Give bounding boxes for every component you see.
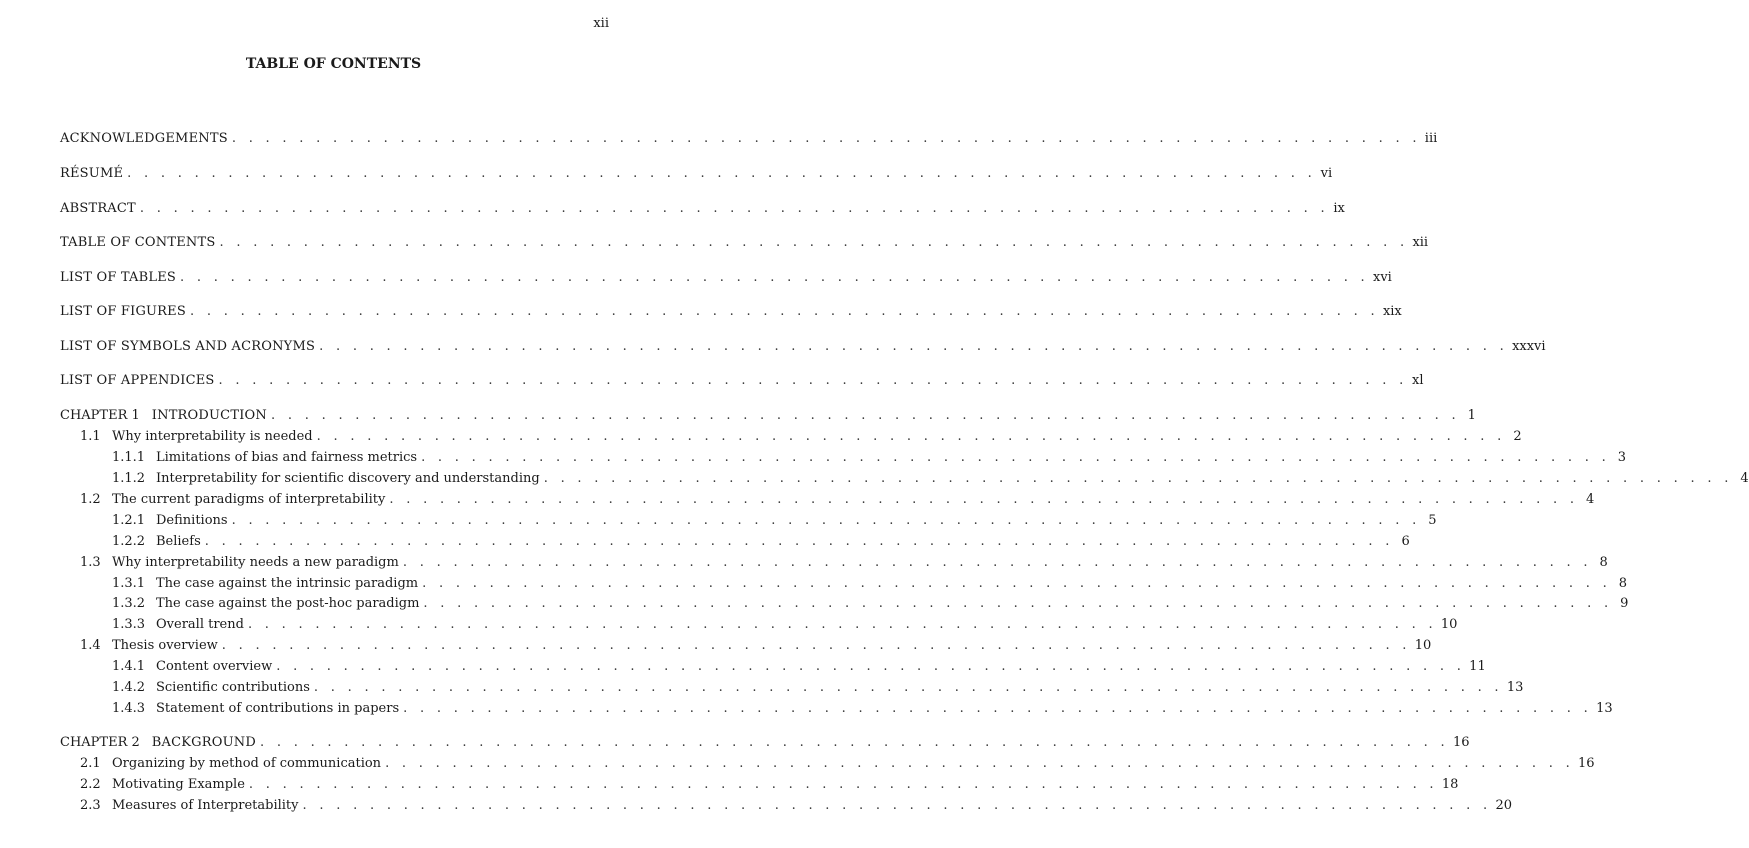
subsection-number: 1.3.3 (112, 617, 146, 632)
subsection-number: 1.4.1 (112, 659, 146, 674)
toc-section[interactable] (80, 638, 1432, 658)
dot-leader: . . . . . . . . . . . . . . . . . . . . . . . . . . . . . . . . . . . . . . . . . . . . . . . . . . . . . . . . . . . . . . . . . . . . . . . (231, 513, 1421, 528)
toc-entry-text: LIST OF APPENDICES (60, 373, 215, 388)
toc-entry-page: 16 (1452, 735, 1470, 750)
subsection-title: The case against the post-hoc paradigm (156, 596, 420, 611)
dot-leader: . . . . . . . . . . . . . . . . . . . . . . . . . . . . . . . . . . . . . . . . . . . . . . . . . . . . . . . . . . . . . . . . . . . . . . . (180, 270, 1369, 285)
toc-entry-table-of-contents[interactable] (60, 235, 1429, 255)
dot-leader: . . . . . . . . . . . . . . . . . . . . . . . . . . . . . . . . . . . . . . . . . . . . . . . . . . . . . . . . . . . . . . . . . . . . . . . (543, 471, 1733, 486)
dot-leader: . . . . . . . . . . . . . . . . . . . . . . . . . . . . . . . . . . . . . . . . . . . . . . . . . . . . . . . . . . . . . . . . . . . . . . . (247, 617, 1437, 632)
subsection-title: Interpretability for scientific discovery and understanding (156, 471, 540, 486)
toc-entry-list-of-tables[interactable] (60, 270, 1392, 290)
dot-leader: . . . . . . . . . . . . . . . . . . . . . . . . . . . . . . . . . . . . . . . . . . . . . . . . . . . . . . . . . . . . . . . . . . . . . . . (219, 235, 1409, 250)
toc-entry-page: xvi (1373, 270, 1392, 285)
dot-leader: . . . . . . . . . . . . . . . . . . . . . . . . . . . . . . . . . . . . . . . . . . . . . . . . . . . . . . . . . . . . . . . . . . . . . . . (221, 638, 1411, 653)
toc-entry-page: 5 (1428, 513, 1437, 528)
dot-leader: . . . . . . . . . . . . . . . . . . . . . . . . . . . . . . . . . . . . . . . . . . . . . . . . . . . . . . . . . . . . . . . . . . . . . . . (302, 798, 1492, 813)
subsection-number: 1.1.2 (112, 471, 146, 486)
toc-entry-text: ACKNOWLEDGEMENTS (60, 131, 228, 146)
dot-leader: . . . . . . . . . . . . . . . . . . . . . . . . . . . . . . . . . . . . . . . . . . . . . . . . . . . . . . . . . . . . . . . . . . . . . . . (139, 201, 1329, 216)
subsection-title: Content overview (156, 659, 273, 674)
subsection-number: 1.3.2 (112, 596, 146, 611)
dot-leader: . . . . . . . . . . . . . . . . . . . . . . . . . . . . . . . . . . . . . . . . . . . . . . . . . . . . . . . . . . . . . . . . . . . . . . . (313, 680, 1503, 695)
dot-leader: . . . . . . . . . . . . . . . . . . . . . . . . . . . . . . . . . . . . . . . . . . . . . . . . . . . . . . . . . . . . . . . . . . . . . . . (385, 756, 1575, 771)
dot-leader: . . . . . . . . . . . . . . . . . . . . . . . . . . . . . . . . . . . . . . . . . . . . . . . . . . . . . . . . . . . . . . . . . . . . . . . (403, 701, 1593, 716)
toc-section[interactable] (80, 756, 1595, 776)
page-title: TABLE OF CONTENTS (245, 56, 422, 72)
dot-leader: . . . . . . . . . . . . . . . . . . . . . . . . . . . . . . . . . . . . . . . . . . . . . . . . . . . . . . . . . . . . . . . . . . . . . . . (402, 555, 1592, 570)
toc-entry-list-of-symbols[interactable] (60, 339, 1546, 359)
dot-leader: . . . . . . . . . . . . . . . . . . . . . . . . . . . . . . . . . . . . . . . . . . . . . . . . . . . . . . . . . . . . . . . . . . . . . . . (231, 131, 1421, 146)
toc-entry-text: RÉSUMÉ (60, 166, 124, 181)
subsection-number: 1.4.3 (112, 701, 146, 716)
toc-entry-page: 10 (1440, 617, 1458, 632)
toc-entry-abstract[interactable] (60, 201, 1345, 221)
dot-leader: . . . . . . . . . . . . . . . . . . . . . . . . . . . . . . . . . . . . . . . . . . . . . . . . . . . . . . . . . . . . . . . . . . . . . . . (422, 576, 1612, 591)
toc-entry-page: 1 (1467, 408, 1476, 423)
dot-leader: . . . . . . . . . . . . . . . . . . . . . . . . . . . . . . . . . . . . . . . . . . . . . . . . . . . . . . . . . . . . . . . . . . . . . . . (204, 534, 1394, 549)
toc-entry-page: 18 (1441, 777, 1459, 792)
dot-leader: . . . . . . . . . . . . . . . . . . . . . . . . . . . . . . . . . . . . . . . . . . . . . . . . . . . . . . . . . . . . . . . . . . . . . . . (127, 166, 1317, 181)
toc-entry-page: xxxvi (1512, 339, 1546, 354)
subsection-number: 1.2.1 (112, 513, 146, 528)
subsection-title: Definitions (156, 513, 228, 528)
toc-subsection[interactable] (112, 513, 1437, 533)
toc-section[interactable] (80, 798, 1513, 818)
toc-chapter-2[interactable] (60, 735, 1470, 755)
toc-subsection[interactable] (112, 534, 1410, 554)
toc-entry-page: 4 (1586, 492, 1595, 507)
subsection-title: Scientific contributions (156, 680, 310, 695)
dot-leader: . . . . . . . . . . . . . . . . . . . . . . . . . . . . . . . . . . . . . . . . . . . . . . . . . . . . . . . . . . . . . . . . . . . . . . . (319, 339, 1509, 354)
toc-subsection[interactable] (112, 659, 1486, 679)
toc-entry-page: 20 (1495, 798, 1513, 813)
toc-subsection[interactable] (112, 680, 1524, 700)
section-number: 1.2 (80, 492, 101, 507)
section-number: 1.4 (80, 638, 101, 653)
toc-entry-page: 4 (1740, 471, 1749, 486)
toc-subsection[interactable] (112, 576, 1628, 596)
toc-entry-page: 8 (1599, 555, 1608, 570)
dot-leader: . . . . . . . . . . . . . . . . . . . . . . . . . . . . . . . . . . . . . . . . . . . . . . . . . . . . . . . . . . . . . . . . . . . . . . . (189, 304, 1379, 319)
subsection-number: 1.2.2 (112, 534, 146, 549)
subsection-number: 1.4.2 (112, 680, 146, 695)
toc-entry-list-of-appendices[interactable] (60, 373, 1424, 393)
toc-entry-page: xii (1412, 235, 1429, 250)
section-number: 1.1 (80, 429, 101, 444)
toc-entry-page: 9 (1620, 596, 1629, 611)
toc-entry-text: LIST OF FIGURES (60, 304, 186, 319)
page-number: xii (593, 16, 609, 31)
section-title: Why interpretability is needed (112, 429, 313, 444)
toc-subsection[interactable] (112, 596, 1629, 616)
toc-entry-page: vi (1320, 166, 1333, 181)
toc-entry-page: 2 (1513, 429, 1522, 444)
toc-subsection[interactable] (112, 701, 1613, 721)
toc-entry-page: xix (1382, 304, 1402, 319)
dot-leader: . . . . . . . . . . . . . . . . . . . . . . . . . . . . . . . . . . . . . . . . . . . . . . . . . . . . . . . . . . . . . . . . . . . . . . . (248, 777, 1438, 792)
chapter-number: CHAPTER 1 (60, 408, 140, 423)
section-number: 1.3 (80, 555, 101, 570)
chapter-title: INTRODUCTION (151, 408, 267, 423)
section-title: Measures of Interpretability (112, 798, 299, 813)
toc-section[interactable] (80, 555, 1608, 575)
toc-entry-page: 3 (1617, 450, 1627, 465)
dot-leader: . . . . . . . . . . . . . . . . . . . . . . . . . . . . . . . . . . . . . . . . . . . . . . . . . . . . . . . . . . . . . . . . . . . . . . . (218, 373, 1408, 388)
section-number: 2.3 (80, 798, 101, 813)
toc-entry-page: 13 (1506, 680, 1524, 695)
toc-entry-list-of-figures[interactable] (60, 304, 1402, 324)
toc-entry-page: 16 (1578, 756, 1595, 771)
subsection-title: Limitations of bias and fairness metrics (156, 450, 418, 465)
subsection-title: Overall trend (156, 617, 244, 632)
subsection-title: The case against the intrinsic paradigm (156, 576, 419, 591)
toc-subsection[interactable] (112, 471, 1749, 491)
toc-entry-text: TABLE OF CONTENTS (60, 235, 216, 250)
section-title: Thesis overview (112, 638, 218, 653)
dot-leader: . . . . . . . . . . . . . . . . . . . . . . . . . . . . . . . . . . . . . . . . . . . . . . . . . . . . . . . . . . . . . . . . . . . . . . . (389, 492, 1579, 507)
toc-entry-page: 13 (1596, 701, 1613, 716)
subsection-title: Statement of contributions in papers (156, 701, 400, 716)
section-title: The current paradigms of interpretability (112, 492, 386, 507)
toc-subsection[interactable] (112, 450, 1627, 470)
toc-entry-text: LIST OF SYMBOLS AND ACRONYMS (60, 339, 316, 354)
subsection-number: 1.1.1 (112, 450, 146, 465)
dot-leader: . . . . . . . . . . . . . . . . . . . . . . . . . . . . . . . . . . . . . . . . . . . . . . . . . . . . . . . . . . . . . . . . . . . . . . . (276, 659, 1466, 674)
toc-subsection[interactable] (112, 617, 1458, 637)
toc-entry-page: xl (1412, 373, 1424, 388)
subsection-title: Beliefs (156, 534, 201, 549)
dot-leader: . . . . . . . . . . . . . . . . . . . . . . . . . . . . . . . . . . . . . . . . . . . . . . . . . . . . . . . . . . . . . . . . . . . . . . . (423, 596, 1613, 611)
section-title: Motivating Example (112, 777, 245, 792)
subsection-number: 1.3.1 (112, 576, 146, 591)
section-title: Organizing by method of communication (112, 756, 382, 771)
section-number: 2.2 (80, 777, 101, 792)
toc-entry-resume[interactable] (60, 166, 1333, 186)
toc-entry-page: 8 (1618, 576, 1628, 591)
toc-entry-page: 6 (1401, 534, 1410, 549)
section-title: Why interpretability needs a new paradigm (112, 555, 399, 570)
toc-entry-acknowledgements[interactable] (60, 131, 1438, 151)
toc-section[interactable] (80, 777, 1459, 797)
section-number: 2.1 (80, 756, 101, 771)
toc-entry-text: LIST OF TABLES (60, 270, 177, 285)
dot-leader: . . . . . . . . . . . . . . . . . . . . . . . . . . . . . . . . . . . . . . . . . . . . . . . . . . . . . . . . . . . . . . . . . . . . . . . (316, 429, 1506, 444)
toc-entry-page: ix (1333, 201, 1345, 216)
chapter-title: BACKGROUND (151, 735, 256, 750)
toc-entry-page: 10 (1414, 638, 1432, 653)
dot-leader: . . . . . . . . . . . . . . . . . . . . . . . . . . . . . . . . . . . . . . . . . . . . . . . . . . . . . . . . . . . . . . . . . . . . . . . (259, 735, 1449, 750)
toc-chapter-1[interactable] (60, 408, 1476, 428)
toc-section[interactable] (80, 429, 1522, 449)
toc-section[interactable] (80, 492, 1595, 512)
dot-leader: . . . . . . . . . . . . . . . . . . . . . . . . . . . . . . . . . . . . . . . . . . . . . . . . . . . . . . . . . . . . . . . . . . . . . . . (421, 450, 1611, 465)
toc-entry-text: ABSTRACT (60, 201, 136, 216)
toc-entry-page: 11 (1469, 659, 1486, 674)
toc-entry-page: iii (1424, 131, 1438, 146)
chapter-number: CHAPTER 2 (60, 735, 140, 750)
dot-leader: . . . . . . . . . . . . . . . . . . . . . . . . . . . . . . . . . . . . . . . . . . . . . . . . . . . . . . . . . . . . . . . . . . . . . . . (270, 408, 1460, 423)
